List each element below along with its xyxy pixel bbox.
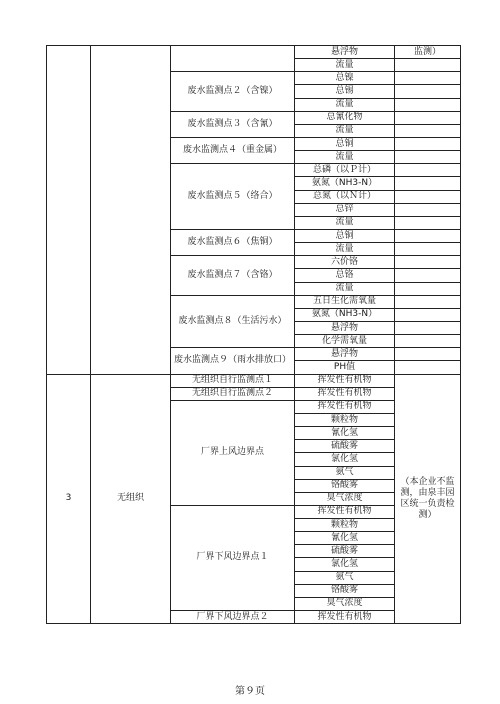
monitoring-item-cell: 氨气 xyxy=(295,571,395,584)
monitoring-item-cell: 氨气 xyxy=(295,466,395,479)
remark-cell-empty xyxy=(395,203,461,216)
monitoring-item-cell: 总铜 xyxy=(295,229,395,242)
monitoring-point-cell: 废水监测点５（络合） xyxy=(171,164,295,230)
remark-cell-empty xyxy=(395,85,461,98)
remark-cell-empty xyxy=(395,348,461,361)
remark-cell-empty xyxy=(395,256,461,269)
monitoring-item-cell: 悬浮物 xyxy=(295,348,395,361)
monitoring-item-cell: 总氰化物 xyxy=(295,111,395,124)
monitoring-item-cell: 总锌 xyxy=(295,203,395,216)
remark-cell-empty xyxy=(395,137,461,150)
monitoring-item-cell: 总锡 xyxy=(295,85,395,98)
monitoring-item-cell: 总铬 xyxy=(295,269,395,282)
monitoring-item-cell: 悬浮物 xyxy=(295,46,395,59)
remark-cell-empty xyxy=(395,72,461,85)
monitoring-item-cell: 臭气浓度 xyxy=(295,492,395,505)
remark-cell-empty xyxy=(395,321,461,334)
category-cell: 无组织 xyxy=(91,374,171,624)
monitoring-item-cell: 臭气浓度 xyxy=(295,597,395,610)
monitoring-point-cell: 无组织自行监测点２ xyxy=(171,387,295,400)
monitoring-item-cell: 氯化氢 xyxy=(295,453,395,466)
monitoring-point-cell: 厂界下风边界点１ xyxy=(171,505,295,610)
monitoring-item-cell: 总磷（以Ｐ计） xyxy=(295,164,395,177)
monitoring-item-cell: 总铜 xyxy=(295,137,395,150)
remark-cell-empty xyxy=(395,190,461,203)
remark-cell-empty xyxy=(395,177,461,190)
monitoring-item-cell: 挥发性有机物 xyxy=(295,374,395,387)
remark-cell-empty xyxy=(395,282,461,295)
monitoring-item-cell: 铬酸雾 xyxy=(295,584,395,597)
monitoring-item-cell: 氯化氢 xyxy=(295,558,395,571)
monitoring-point-cell: 废水监测点３（含氰） xyxy=(171,111,295,137)
monitoring-item-cell: 颗粒物 xyxy=(295,519,395,532)
monitoring-item-cell: 悬浮物 xyxy=(295,321,395,334)
monitoring-item-cell: 氨氮（NH3-N） xyxy=(295,177,395,190)
remark-cell-empty xyxy=(395,111,461,124)
monitoring-point-cell: 废水监测点４（重金属） xyxy=(171,137,295,163)
monitoring-item-cell: 硫酸雾 xyxy=(295,545,395,558)
monitoring-point-cell: 废水监测点２（含镍） xyxy=(171,72,295,111)
category-cell xyxy=(91,46,171,375)
serial-number-cell xyxy=(47,46,91,375)
monitoring-item-cell: 流量 xyxy=(295,151,395,164)
monitoring-item-cell: 化学需氧量 xyxy=(295,335,395,348)
monitoring-point-cell: 废水监测点６（焦铜） xyxy=(171,229,295,255)
table-row xyxy=(47,46,461,59)
monitoring-item-cell: 挥发性有机物 xyxy=(295,611,395,624)
monitoring-item-cell: 铬酸雾 xyxy=(295,479,395,492)
remark-cell-empty xyxy=(395,59,461,72)
monitoring-item-cell: 流量 xyxy=(295,98,395,111)
monitoring-item-cell: 氰化氢 xyxy=(295,532,395,545)
monitoring-item-cell: 流量 xyxy=(295,59,395,72)
remark-cell-empty xyxy=(395,269,461,282)
monitoring-item-cell: 挥发性有机物 xyxy=(295,505,395,518)
monitoring-item-cell: 六价铬 xyxy=(295,256,395,269)
monitoring-point-cell: 废水监测点８（生活污水） xyxy=(171,295,295,348)
monitoring-item-cell: 挥发性有机物 xyxy=(295,387,395,400)
monitoring-item-cell: 总氮（以Ｎ计） xyxy=(295,190,395,203)
monitoring-item-cell: PH值 xyxy=(295,361,395,374)
remark-cell-empty xyxy=(395,335,461,348)
monitoring-point-cell: 厂界上风边界点 xyxy=(171,400,295,505)
remark-cell-empty xyxy=(395,243,461,256)
remark-cell-empty xyxy=(395,151,461,164)
monitoring-item-cell: 流量 xyxy=(295,124,395,137)
monitoring-item-cell: 硫酸雾 xyxy=(295,440,395,453)
monitoring-item-cell: 氰化氢 xyxy=(295,427,395,440)
monitoring-table xyxy=(46,45,461,624)
monitoring-item-cell: 挥发性有机物 xyxy=(295,400,395,413)
remark-cell-empty xyxy=(395,229,461,242)
monitoring-point-cell: 厂界下风边界点２ xyxy=(171,611,295,624)
monitoring-item-cell: 氨氮（NH3-N） xyxy=(295,308,395,321)
remark-cell-empty xyxy=(395,295,461,308)
monitoring-point-cell xyxy=(171,46,295,72)
remark-cell-empty xyxy=(395,308,461,321)
monitoring-item-cell: 流量 xyxy=(295,216,395,229)
remark-cell-empty xyxy=(395,98,461,111)
remark-cell-empty xyxy=(395,361,461,374)
remark-cell: 监测） xyxy=(395,46,461,59)
monitoring-item-cell: 流量 xyxy=(295,243,395,256)
remark-cell-empty xyxy=(395,216,461,229)
page-number: 第９页 xyxy=(235,686,265,697)
remark-cell-empty xyxy=(395,164,461,177)
monitoring-point-cell: 废水监测点９（雨水排放口） xyxy=(171,348,295,374)
table-row xyxy=(47,374,461,387)
monitoring-item-cell: 总镍 xyxy=(295,72,395,85)
remark-cell-empty xyxy=(395,124,461,137)
remark-cell: （本企业不监测，由泉丰园区统一负责检测） xyxy=(395,374,461,624)
monitoring-point-cell: 废水监测点７（含铬） xyxy=(171,256,295,295)
monitoring-item-cell: 流量 xyxy=(295,282,395,295)
monitoring-item-cell: 颗粒物 xyxy=(295,413,395,426)
monitoring-point-cell: 无组织自行监测点１ xyxy=(171,374,295,387)
monitoring-item-cell: 五日生化需氧量 xyxy=(295,295,395,308)
serial-number-cell: 3 xyxy=(47,374,91,624)
